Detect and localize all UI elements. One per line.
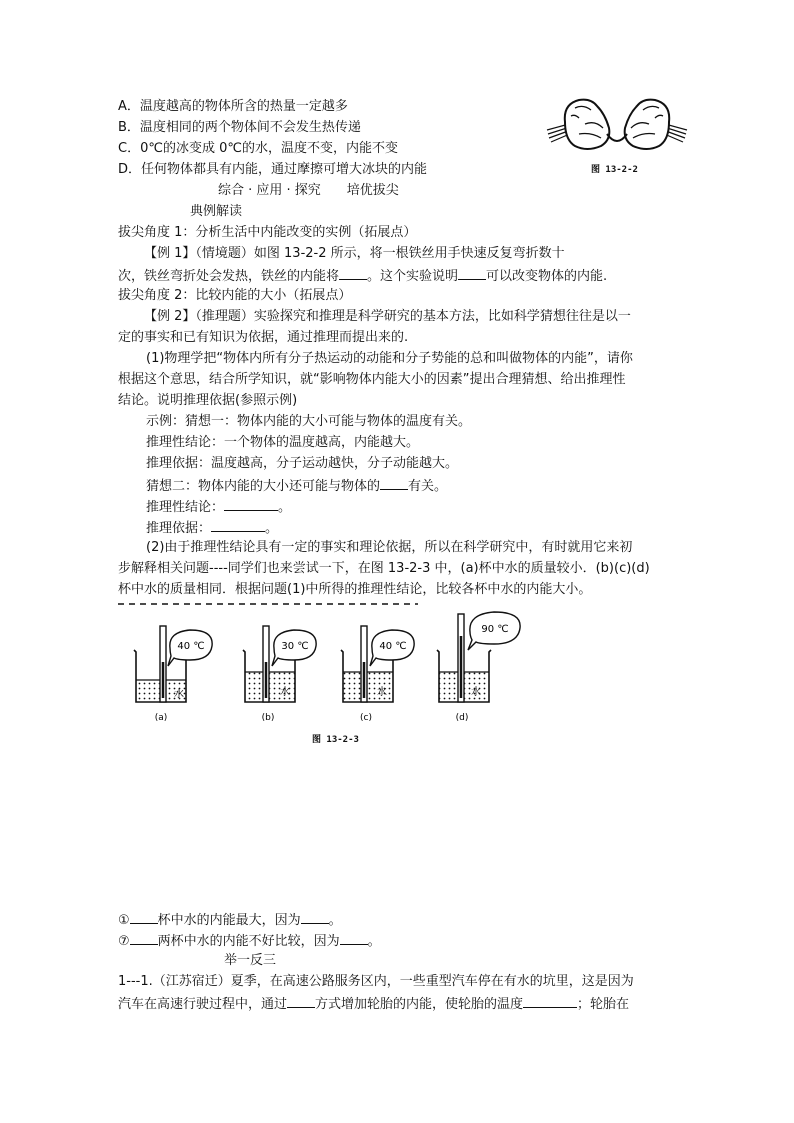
answer-blank[interactable] (380, 476, 408, 490)
angle-2-heading: 拔尖角度 2：比较内能的大小（拓展点） (118, 288, 352, 303)
basis-line (146, 518, 278, 538)
guess-2-text-a: 猜想二：物体内能的大小还可能与物体的 (146, 479, 381, 494)
basis-label: 推理依据： (146, 521, 212, 536)
circled-number: ⑦ (118, 934, 130, 949)
option-c: C．0℃的冰变成 0℃的水，温度不变，内能不变 (118, 141, 398, 156)
example-2-line-2: 定的事实和已有知识为依据，通过推理而提出来的. (118, 330, 409, 345)
answer-blank[interactable] (523, 994, 577, 1008)
beaker-a-temp: 40 ℃ (177, 641, 205, 652)
answer-blank[interactable] (458, 266, 486, 280)
example-guess: 示例：猜想一：物体内能的大小可能与物体的温度有关。 (146, 414, 472, 429)
example-1-text-c: 可以改变物体的内能. (486, 269, 608, 284)
beaker-d-water: 水 (471, 687, 481, 698)
practice-text-a: 汽车在高速行驶过程中，通过 (118, 997, 288, 1012)
beaker-a (134, 626, 212, 723)
answer-blank[interactable] (339, 266, 367, 280)
figure-13-2-3-caption: 图 13-2-3 (312, 735, 359, 745)
beaker-a-label: (a) (154, 713, 168, 723)
example-1-line-2 (118, 266, 607, 286)
figure-13-2-3 (118, 602, 538, 747)
answer-line-2 (118, 931, 381, 951)
angle-1-heading: 拔尖角度 1：分析生活中内能改变的实例（拓展点） (118, 225, 417, 240)
beakers-illustration (118, 602, 538, 727)
answer-blank[interactable] (301, 910, 329, 924)
part-1-line-2: 根据这个意思，结合所学知识，就“影响物体内能大小的因素”提出合理猜想、给出推理性 (118, 372, 626, 387)
beaker-d-label: (d) (455, 713, 469, 723)
beaker-c-temp: 40 ℃ (379, 641, 407, 652)
part-2-line-1: (2)由于推理性结论具有一定的事实和理论依据，所以在科学研究中，有时就用它来初 (146, 540, 633, 555)
example-1-line-1: 【例 1】（情境题）如图 13-2-2 所示，将一根铁丝用手快速反复弯折数十 (144, 246, 565, 261)
answer-blank[interactable] (211, 518, 265, 532)
part-1-line-1: (1)物理学把“物体内所有分子热运动的动能和分子势能的总和叫做物体的内能”，请你 (146, 351, 633, 366)
answer-blank[interactable] (340, 931, 368, 945)
period: 。 (367, 934, 381, 949)
figure-13-2-2-caption: 图 13-2-2 (591, 165, 638, 175)
period: 。 (278, 500, 292, 515)
period: 。 (265, 521, 279, 536)
example-1-text-b: 。这个实验说明 (367, 269, 459, 284)
beaker-b-temp: 30 ℃ (281, 641, 309, 652)
option-a: A．温度越高的物体所含的热量一定越多 (118, 99, 348, 114)
answer-blank[interactable] (224, 497, 278, 511)
period: 。 (328, 913, 342, 928)
part-1-line-3: 结论。说明推理依据(参照示例) (118, 393, 298, 408)
example-2-line-1: 【例 2】（推理题）实验探究和推理是科学研究的基本方法，比如科学猜想往往是以一 (144, 309, 631, 324)
beaker-a-water: 水 (174, 689, 184, 700)
example-conclusion: 推理性结论：一个物体的温度越高，内能越大。 (146, 435, 420, 450)
section-subtitle: 典例解读 (190, 204, 243, 219)
section-title: 综合 · 应用 · 探究 培优拔尖 (218, 183, 399, 198)
guess-2-text-b: 有关。 (408, 479, 448, 494)
beaker-b (243, 626, 316, 723)
option-b: B．温度相同的两个物体间不会发生热传递 (118, 120, 361, 135)
example-basis: 推理依据：温度越高，分子运动越快，分子动能越大。 (146, 456, 459, 471)
circled-number: ① (118, 913, 130, 928)
beaker-b-water: 水 (280, 687, 290, 698)
option-d: D．任何物体都具有内能，通过摩擦可增大冰块的内能 (118, 162, 428, 177)
hands-bending-wire-illustration (545, 94, 690, 156)
beaker-c (341, 626, 414, 723)
practice-text-c: ；轮胎在 (577, 997, 630, 1012)
answer-line-1 (118, 910, 342, 930)
beaker-c-water: 水 (377, 687, 387, 698)
practice-line-1: 1---1.（江苏宿迁）夏季，在高速公路服务区内，一些重型汽车停在有水的坑里，这是因为 (118, 974, 634, 989)
answer-2-text: 两杯中水的内能不好比较，因为 (157, 934, 340, 949)
answer-blank[interactable] (130, 910, 158, 924)
answer-blank[interactable] (130, 931, 158, 945)
practice-line-2 (118, 994, 629, 1014)
practice-text-b: 方式增加轮胎的内能，使轮胎的温度 (315, 997, 524, 1012)
conclusion-label: 推理性结论： (146, 500, 225, 515)
guess-2-line (146, 476, 447, 496)
conclusion-line (146, 497, 291, 517)
figure-13-2-2 (545, 94, 690, 174)
answer-1-text: 杯中水的内能最大，因为 (157, 913, 301, 928)
beaker-d-temp: 90 ℃ (481, 624, 509, 635)
answer-blank[interactable] (287, 994, 315, 1008)
example-1-text-a: 次，铁丝弯折处会发热，铁丝的内能将 (118, 269, 340, 284)
practice-title: 举一反三 (224, 953, 277, 968)
beaker-d (437, 612, 520, 723)
beaker-b-label: (b) (261, 713, 275, 723)
part-2-line-2: 步解释相关问题----同学们也来尝试一下，在图 13-2-3 中，(a)杯中水的质量较小．(b)(c)(d) (118, 561, 650, 576)
beaker-c-label: (c) (360, 713, 372, 723)
part-2-line-3: 杯中水的质量相同．根据问题(1)中所得的推理性结论，比较各杯中水的内能大小。 (118, 582, 592, 597)
